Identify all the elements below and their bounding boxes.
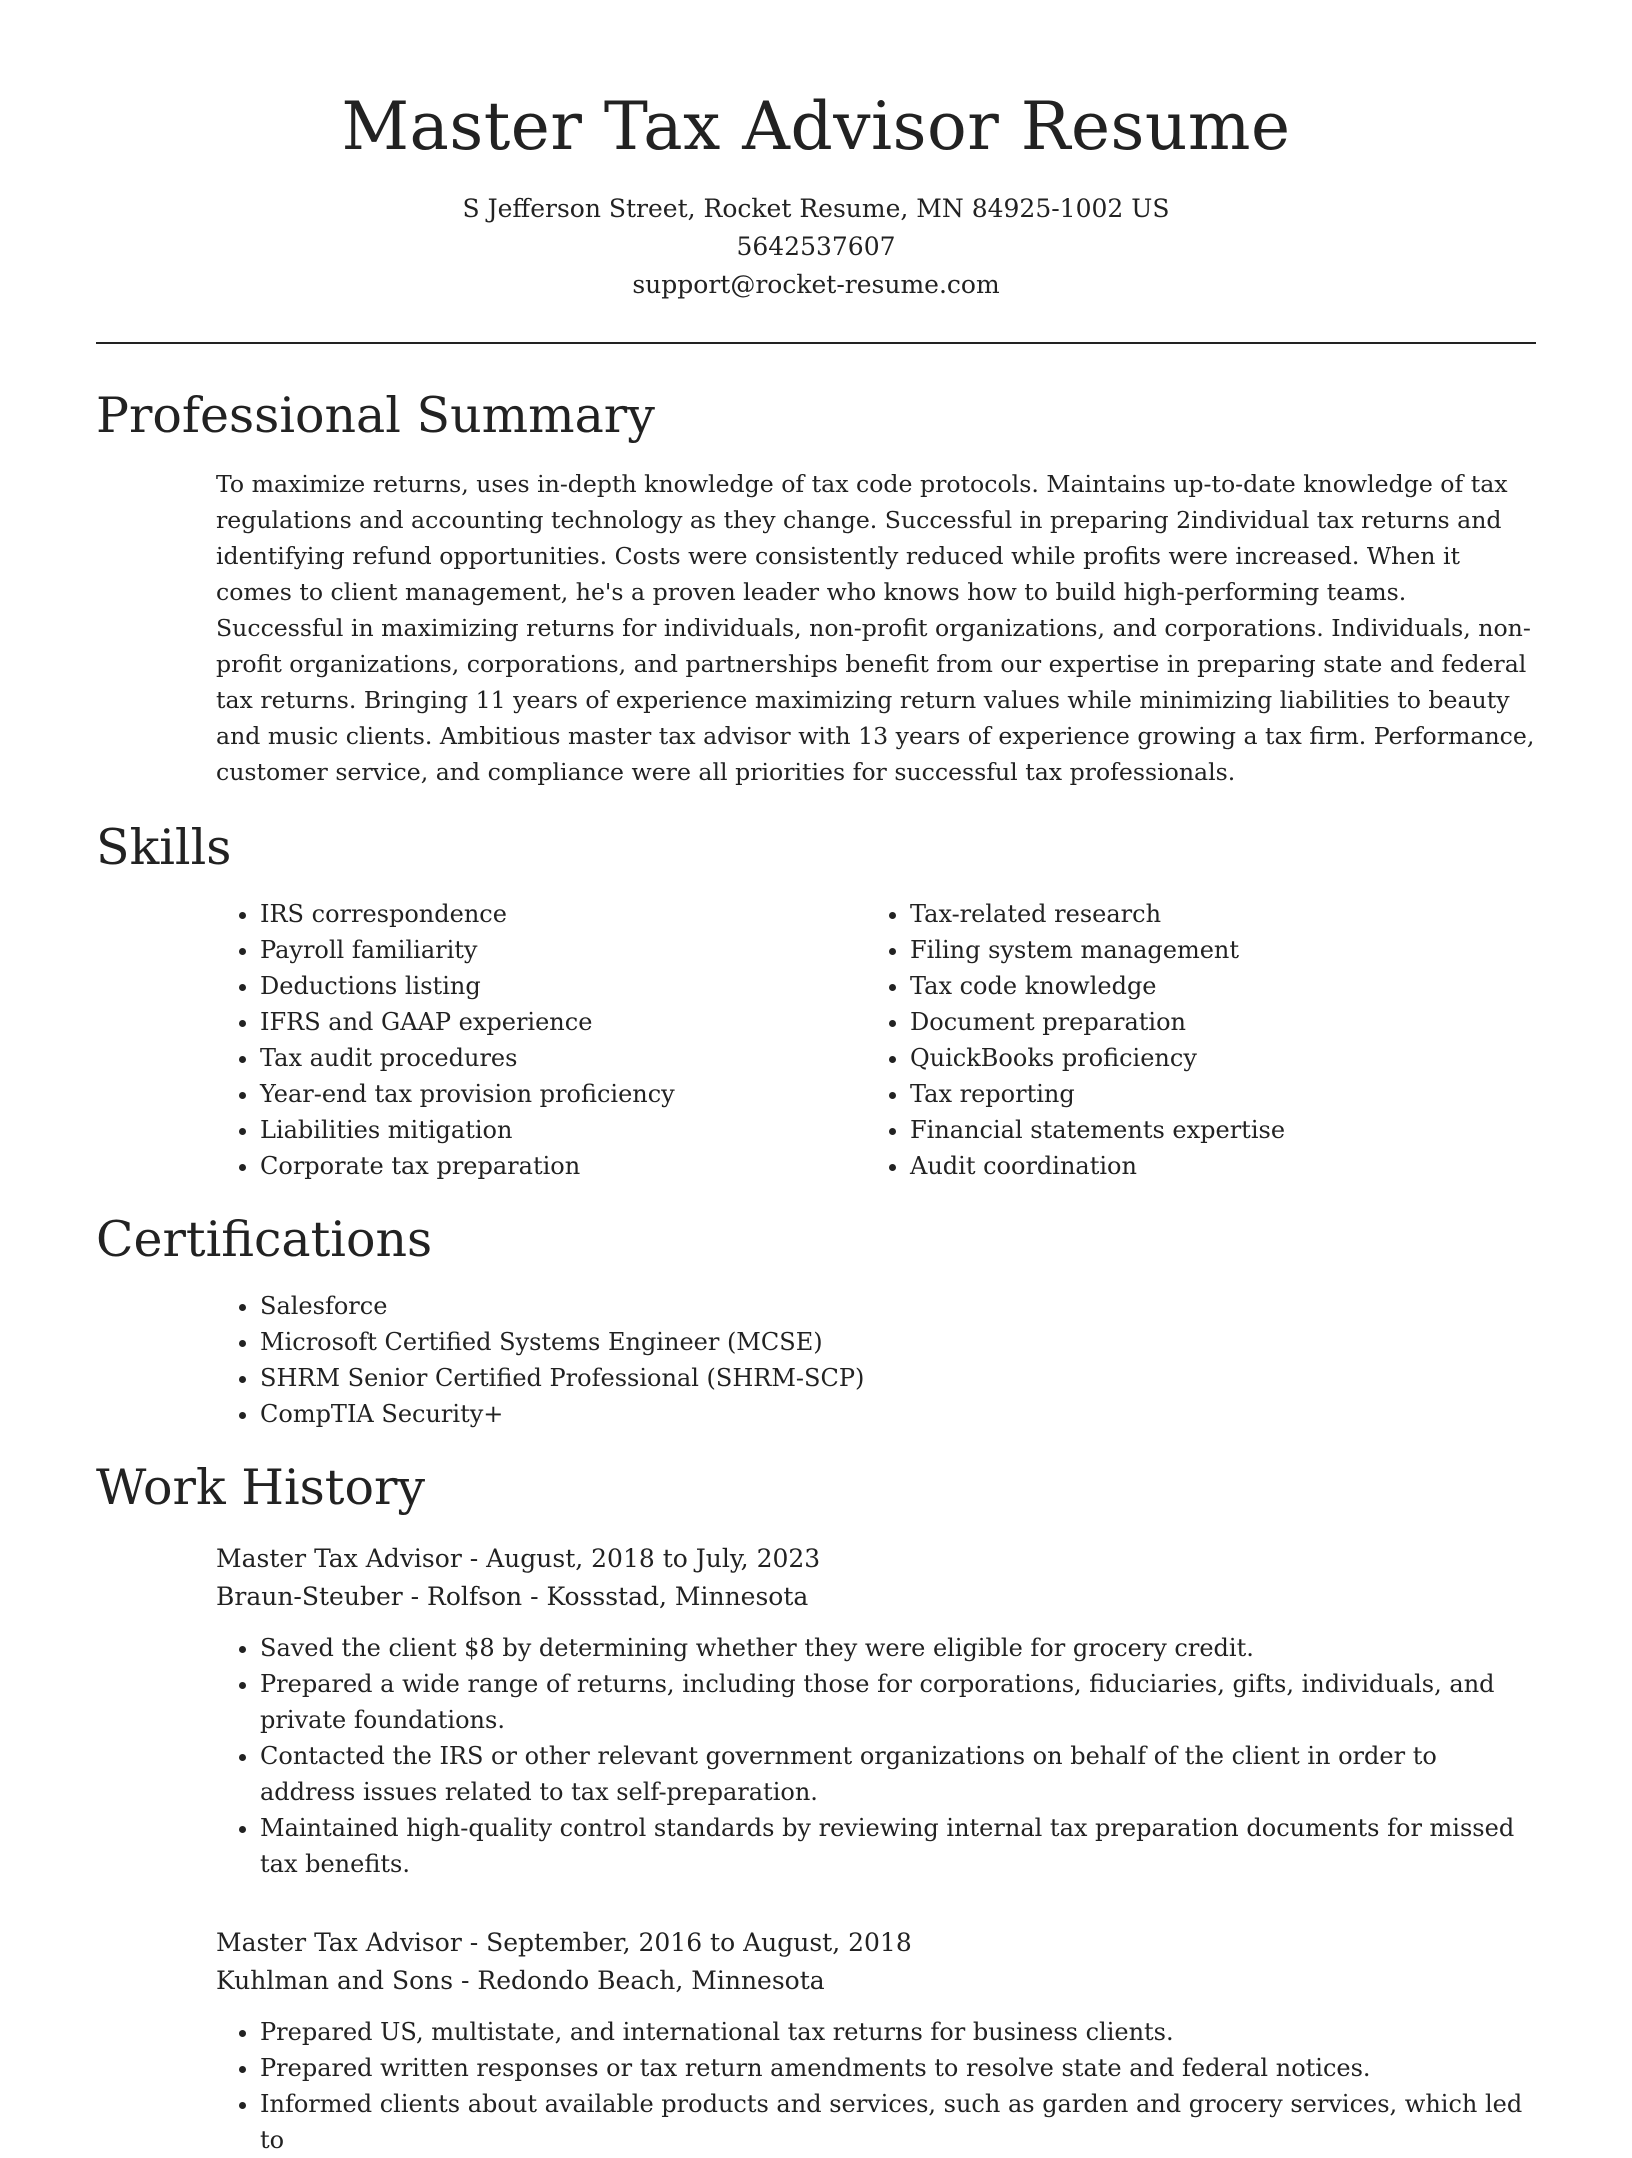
skills-column-left: [216, 896, 866, 1184]
job-bullet-list: [216, 2014, 1536, 2158]
job-bullet-list: [216, 1630, 1536, 1882]
skill-item: • IFRS and GAAP experience: [260, 1004, 866, 1040]
job-bullets: [216, 2014, 1536, 2158]
job-entry: [216, 1924, 1536, 2158]
job-title: Master Tax Advisor: [216, 1928, 462, 1957]
skills-list-right: [866, 896, 1516, 1184]
certifications-heading: Certifications: [96, 1211, 433, 1268]
skill-item: • Deductions listing: [260, 968, 866, 1004]
certification-item: • Salesforce: [260, 1288, 1536, 1324]
skill-item: • Liabilities mitigation: [260, 1112, 866, 1148]
separator: -: [461, 1544, 487, 1573]
job-bullet: • Informed clients about available products and services, such as garden and grocery services, which led to: [260, 2086, 1536, 2158]
skill-item: • Document preparation: [910, 1004, 1516, 1040]
separator: -: [453, 1966, 478, 1995]
header-divider: [96, 342, 1536, 344]
skill-item: • QuickBooks proficiency: [910, 1040, 1516, 1076]
job-dates: September, 2016 to August, 2018: [486, 1928, 912, 1957]
work-history-heading: Work History: [96, 1459, 426, 1516]
job-title-line: [216, 1924, 1536, 1962]
job-entry: [216, 1540, 1536, 1882]
address-line: S Jefferson Street, Rocket Resume, MN 84925-1002 US: [462, 194, 1170, 223]
skills-grid: [216, 896, 1536, 1184]
skill-item: • IRS correspondence: [260, 896, 866, 932]
skill-item: • Tax audit procedures: [260, 1040, 866, 1076]
skill-item: • Financial statements expertise: [910, 1112, 1516, 1148]
job-title-line: [216, 1540, 1536, 1578]
job-dates: August, 2018 to July, 2023: [486, 1544, 821, 1573]
separator: -: [461, 1928, 487, 1957]
email-line: support@rocket-resume.com: [632, 270, 1000, 299]
resume-page: [96, 0, 1536, 2158]
resume-header: [96, 0, 1536, 304]
job-bullet: • Prepared written responses or tax return amendments to resolve state and federal notices.: [260, 2050, 1536, 2086]
job-company-line: [216, 1962, 1536, 2000]
job-location: Kossstad, Minnesota: [546, 1582, 809, 1611]
skill-item: • Tax-related research: [910, 896, 1516, 932]
contact-block: [96, 190, 1536, 304]
certifications-block: [216, 1288, 1536, 1432]
summary-heading: Professional Summary: [96, 387, 655, 444]
resume-title: Master Tax Advisor Resume: [341, 88, 1291, 165]
job-bullet: • Contacted the IRS or other relevant government organizations on behalf of the client in order to address issues related to tax self-preparation.: [260, 1738, 1536, 1810]
summary-text: To maximize returns, uses in-depth knowledge of tax code protocols. Maintains up-to-date knowledge of tax regulations and accounting technology as they change. Successful in preparing 2individual tax returns and identifying refund opportunities. Costs were consistently reduced while profits were increased. When it comes to client management, he's a proven leader who knows how to build high-performing teams. Successful in maximizing returns for individuals, non-profit organizations, and corporations. Individuals, non-profit organizations, corporations, and partnerships benefit from our expertise in preparing state and federal tax returns. Bringing 11 years of experience maximizing return values while minimizing liabilities to beauty and music clients. Ambitious master tax advisor with 13 years of experience growing a tax firm. Performance, customer service, and compliance were all priorities for successful tax professionals.: [216, 470, 1535, 786]
job-company: Kuhlman and Sons: [216, 1966, 454, 1995]
job-bullet: • Prepared US, multistate, and international tax returns for business clients.: [260, 2014, 1536, 2050]
skills-column-right: [866, 896, 1516, 1184]
job-company: Braun-Steuber - Rolfson: [216, 1582, 523, 1611]
job-bullet: • Maintained high-quality control standards by reviewing internal tax preparation documents for missed tax benefits.: [260, 1810, 1536, 1882]
certifications-list: [216, 1288, 1536, 1432]
job-company-line: [216, 1578, 1536, 1616]
separator: -: [522, 1582, 547, 1611]
certification-item: • CompTIA Security+: [260, 1396, 1536, 1432]
job-bullets: [216, 1630, 1536, 1882]
job-location: Redondo Beach, Minnesota: [477, 1966, 825, 1995]
skill-item: • Audit coordination: [910, 1148, 1516, 1184]
certification-item: • Microsoft Certified Systems Engineer (MCSE): [260, 1324, 1536, 1360]
skill-item: • Corporate tax preparation: [260, 1148, 866, 1184]
skills-list-left: [216, 896, 866, 1184]
job-bullet: • Prepared a wide range of returns, including those for corporations, fiduciaries, gifts, individuals, and private foundations.: [260, 1666, 1536, 1738]
skills-heading: Skills: [96, 819, 232, 876]
skill-item: • Payroll familiarity: [260, 932, 866, 968]
job-title: Master Tax Advisor: [216, 1544, 462, 1573]
certification-item: • SHRM Senior Certified Professional (SHRM-SCP): [260, 1360, 1536, 1396]
skill-item: • Tax code knowledge: [910, 968, 1516, 1004]
job-bullet: • Saved the client $8 by determining whether they were eligible for grocery credit.: [260, 1630, 1536, 1666]
skill-item: • Filing system management: [910, 932, 1516, 968]
phone-line: 5642537607: [736, 232, 896, 261]
skill-item: • Year-end tax provision proficiency: [260, 1076, 866, 1112]
skill-item: • Tax reporting: [910, 1076, 1516, 1112]
